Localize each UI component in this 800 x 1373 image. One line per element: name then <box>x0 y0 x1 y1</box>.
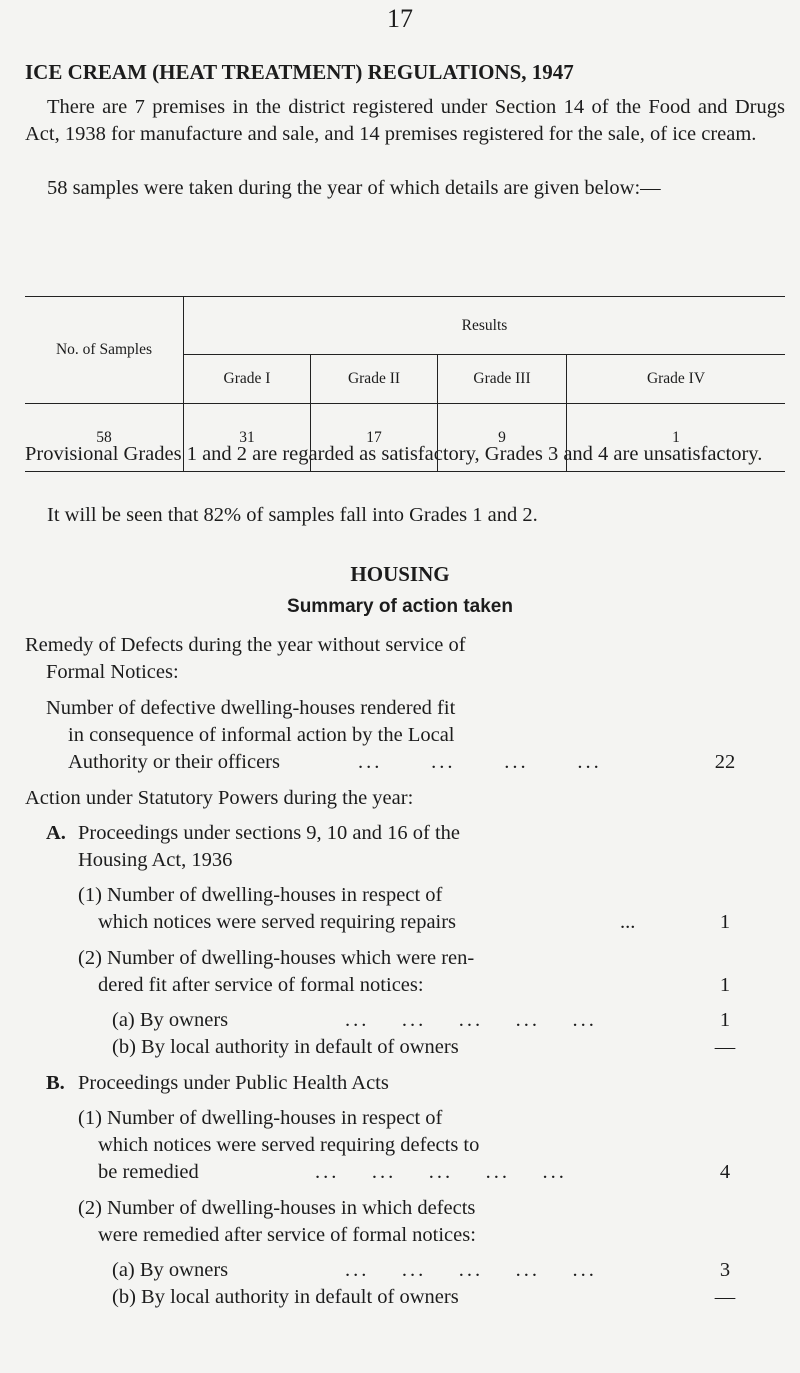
defective-label: Authority or their officers <box>68 751 280 773</box>
cell-grade-3: 9 <box>438 404 567 472</box>
defective-line-2: in consequence of informal action by the Local <box>68 724 455 746</box>
a2-line-2: dered fit after service of formal notices: <box>98 974 424 996</box>
remedy-line-2: Formal Notices: <box>46 661 179 683</box>
header-grade-4: Grade IV <box>567 355 786 404</box>
b2-line-1: (2) Number of dwelling-houses in which defects <box>78 1197 476 1219</box>
statutory-line: Action under Statutory Powers during the year: <box>25 787 414 809</box>
a2-line-1: (2) Number of dwelling-houses which were ren- <box>78 947 475 969</box>
b1-line-2: which notices were served requiring defects to <box>98 1134 480 1156</box>
header-no-of-samples: No. of Samples <box>25 297 184 404</box>
cell-grade-2: 17 <box>311 404 438 472</box>
b1-value: 4 <box>719 1161 731 1183</box>
b2b-line: (b) By local authority in default of owners <box>112 1286 459 1308</box>
page-number: 17 <box>387 4 413 33</box>
housing-title: HOUSING <box>350 562 450 586</box>
section-b-line-1: Proceedings under Public Health Acts <box>78 1072 389 1094</box>
b1-line-1: (1) Number of dwelling-houses in respect of <box>78 1107 443 1129</box>
housing-subtitle: Summary of action taken <box>287 596 513 617</box>
b1-line-3: be remedied <box>98 1161 199 1183</box>
a2b-value: — <box>714 1036 736 1058</box>
ice-cream-heading: ICE CREAM (HEAT TREATMENT) REGULATIONS, 1947 <box>25 60 574 84</box>
header-grade-1: Grade I <box>184 355 311 404</box>
a2-value: 1 <box>719 974 731 996</box>
a1-line-2: which notices were served requiring repairs <box>98 911 457 933</box>
cell-grade-1: 31 <box>184 404 311 472</box>
b1-dots: ... ... ... ... ... <box>315 1161 567 1183</box>
a2b-line: (b) By local authority in default of owners <box>112 1036 459 1058</box>
b2a-dots: ... ... ... ... ... <box>345 1259 597 1281</box>
a2a-value: 1 <box>719 1009 731 1031</box>
section-a-letter: A. <box>46 822 66 844</box>
section-b-letter: B. <box>46 1072 65 1094</box>
header-results: Results <box>184 297 786 355</box>
a1-line-1: (1) Number of dwelling-houses in respect of <box>78 884 443 906</box>
header-grade-2: Grade II <box>311 355 438 404</box>
cell-grade-4: 1 <box>567 404 786 472</box>
leader-dots: ... ... ... ... <box>358 751 602 773</box>
defective-line-3 <box>68 749 602 776</box>
table-header-row <box>25 297 785 355</box>
defective-value: 22 <box>714 751 736 773</box>
cell-samples: 58 <box>25 404 184 472</box>
a1-value: 1 <box>719 911 731 933</box>
ice-cream-para-premises: There are 7 premises in the district registered under Section 14 of the Food and Drugs Act, 1938 for manufacture and sale, and 14 premises registered for the sale, of ice cream. <box>25 96 785 145</box>
a2a-dots: ... ... ... ... ... <box>345 1009 597 1031</box>
b2-line-2: were remedied after service of formal notices: <box>98 1224 476 1246</box>
section-a-line-2: Housing Act, 1936 <box>78 849 233 871</box>
b2a-value: 3 <box>719 1259 731 1281</box>
b2a-line: (a) By owners <box>112 1259 229 1281</box>
a2a-line: (a) By owners <box>112 1009 229 1031</box>
b2b-value: — <box>714 1286 736 1308</box>
ice-cream-para-grades: Provisional Grades 1 and 2 are regarded as satisfactory, Grades 3 and 4 are unsatisfactory. <box>25 443 763 465</box>
section-a-line-1: Proceedings under sections 9, 10 and 16 of the <box>78 822 461 844</box>
header-grade-3: Grade III <box>438 355 567 404</box>
ice-cream-para-samples: 58 samples were taken during the year of which details are given below:— <box>47 177 661 199</box>
ice-cream-para-percent: It will be seen that 82% of samples fall into Grades 1 and 2. <box>47 504 538 526</box>
remedy-line-1: Remedy of Defects during the year without service of <box>25 634 466 656</box>
defective-line-1: Number of defective dwelling-houses rendered fit <box>46 697 456 719</box>
a1-dots: ... <box>620 911 636 933</box>
